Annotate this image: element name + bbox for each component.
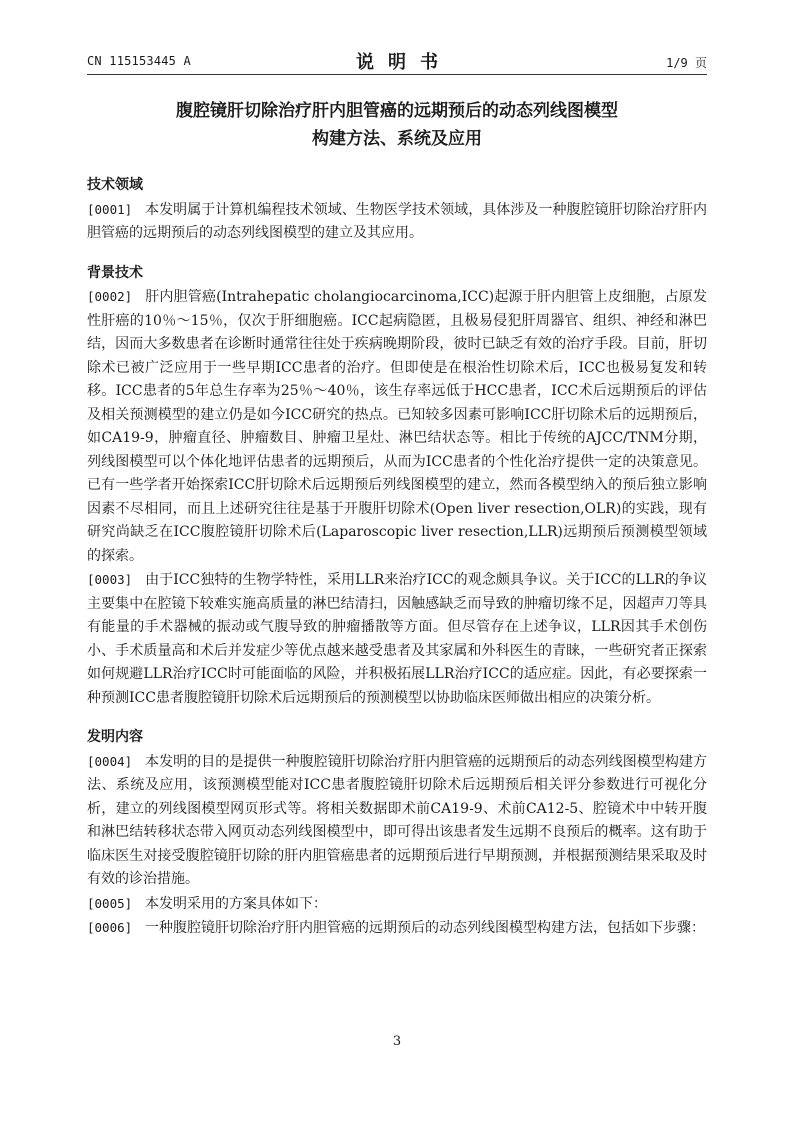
paragraph-0002 xyxy=(87,285,707,568)
document-title xyxy=(87,97,707,153)
paragraph-0001 xyxy=(87,198,707,246)
title-line-1: 腹腔镜肝切除治疗肝内胆管癌的远期预后的动态列线图模型 xyxy=(176,101,618,121)
paragraph-0004 xyxy=(87,750,707,892)
page-header xyxy=(87,48,707,72)
paragraph-number: [0003] xyxy=(87,572,133,587)
paragraph-text: 由于ICC独特的生物学特性，采用LLR来治疗ICC的观念颇具争议。关于ICC的LLR的争议主要集中在腔镜下较难实施高质量的淋巴结清扫，因触感缺乏而导致的肿瘤切缘不足，因超声刀等具有能量的手术器械的振动或气腹导致的肿瘤播散等方面。但尽管存在上述争议，LLR因其手术创伤小、手术质量高和术后并发症少等优点越来越受患者及其家属和外科医生的青睐，一些研究者正探索如何规避LLR治疗ICC时可能面临的风险，并积极拓展LLR治疗ICC的适应症。因此，有必要探索一种预测ICC患者腹腔镜肝切除术后远期预后的预测模型以协助临床医师做出相应的决策分析。 xyxy=(87,572,707,706)
paragraph-text: 本发明采用的方案具体如下： xyxy=(145,895,327,912)
paragraph-number: [0004] xyxy=(87,753,133,769)
section-title-invention: 发明内容 xyxy=(87,729,143,745)
document-body xyxy=(87,174,707,941)
paragraph-text: 肝内胆管癌(Intrahepatic cholangiocarcinoma,ICC)起源于肝内胆管上皮细胞，占原发性肝癌的10％～15％，仅次于肝细胞癌。ICC起病隐匿，且极易侵犯肝周器官、组织、神经和淋巴结，因而大多数患者在诊断时通常往往处于疾病晚期阶段，彼时已缺乏有效的治疗手段。目前，肝切除术已被广泛应用于一些早期ICC患者的治疗。但即使是在根治性切除术后，ICC也极易复发和转移。ICC患者的5年总生存率为25％～40％，该生存率远低于HCC患者，ICC术后远期预后的评估及相关预测模型的建立仍是如今ICC研究的热点。已知较多因素可影响ICC肝切除术后的远期预后，如CA19-9，肿瘤直径、肿瘤数目、肿瘤卫星灶、淋巴结状态等。相比于传统的AJCC/TNM分期，列线图模型可以个体化地评估患者的远期预后，从而为ICC患者的个性化治疗提供一定的决策意见。已有一些学者开始探索ICC肝切除术后远期预后列线图模型的建立，然而各模型纳入的预后独立影响因素不尽相同，而且上述研究往往是基于开腹肝切除术(Open liver resection,OLR)的实践，现有研究尚缺乏在ICC腹腔镜肝切除术后(Laparoscopic liver resection,LLR)远期预后预测模型领域的探索。 xyxy=(87,289,707,564)
document-type: 说明书 xyxy=(356,52,452,73)
paragraph-text: 本发明的目的是提供一种腹腔镜肝切除治疗肝内胆管癌的远期预后的动态列线图模型构建方法、系统及应用，该预测模型能对ICC患者腹腔镜肝切除术后远期预后相关评分参数进行可视化分析，建立的列线图模型网页形式等。将相关数据即术前CA19-9、术前CA12-5、腔镜术中中转开腹和淋巴结转移状态带入网页动态列线图模型中，即可得出该患者发生远期不良预后的概率。这有助于临床医生对接受腹腔镜肝切除的肝内胆管癌患者的远期预后进行早期预测，并根据预测结果采取及时有效的诊治措施。 xyxy=(87,753,707,887)
paragraph-number: [0002] xyxy=(87,289,133,304)
paragraph-text: 一种腹腔镜肝切除治疗肝内胆管癌的远期预后的动态列线图模型构建方法，包括如下步骤： xyxy=(145,920,705,936)
paragraph-0005 xyxy=(87,892,707,917)
paragraph-text: 本发明属于计算机编程技术领域、生物医学技术领域，具体涉及一种腹腔镜肝切除治疗肝内胆管癌的远期预后的动态列线图模型的建立及其应用。 xyxy=(87,201,707,241)
paragraph-0003 xyxy=(87,568,707,710)
page-number: 3 xyxy=(392,1034,402,1049)
paragraph-number: [0001] xyxy=(87,201,133,217)
page-indicator: 1/9 页 xyxy=(666,56,707,70)
section-title-tech-field: 技术领域 xyxy=(87,177,143,193)
header-divider xyxy=(87,74,707,75)
paragraph-0006 xyxy=(87,916,707,941)
paragraph-number: [0006] xyxy=(87,920,133,935)
patent-number: CN 115153445 A xyxy=(87,54,191,68)
title-line-2: 构建方法、系统及应用 xyxy=(312,129,482,149)
paragraph-number: [0005] xyxy=(87,895,133,911)
section-title-background: 背景技术 xyxy=(87,264,143,281)
